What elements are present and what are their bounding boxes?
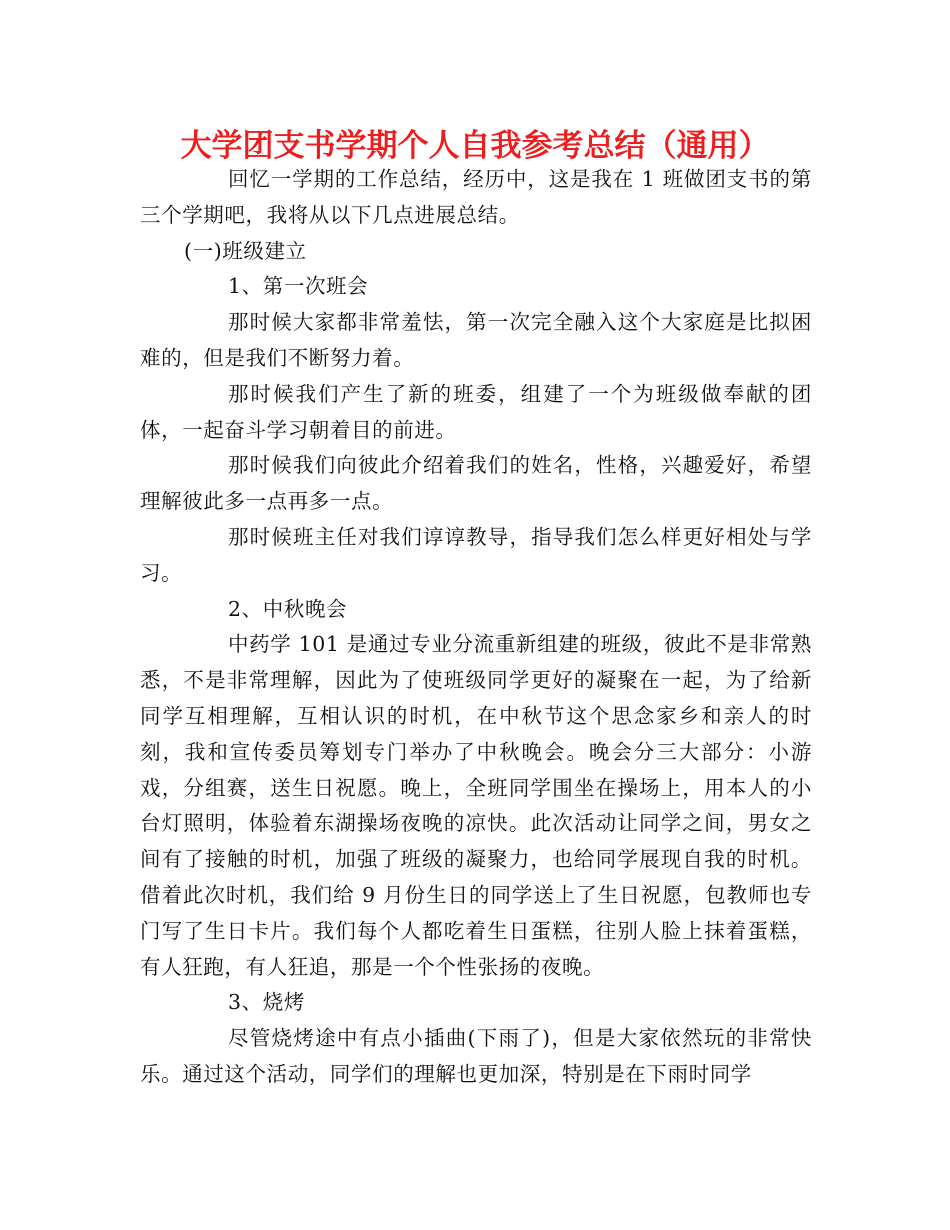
section-heading: (一)班级建立 [184, 238, 307, 263]
paragraph: 回忆一学期的工作总结，经历中，这是我在 1 班做团支书的第三个学期吧，我将从以下几点进展总结。 [140, 167, 812, 227]
paragraph: 那时候班主任对我们谆谆教导，指导我们怎么样更好相处与学习。 [140, 524, 812, 585]
document-body [140, 162, 812, 1093]
paragraph: 那时候我们向彼此介绍着我们的姓名，性格，兴趣爱好，希望理解彼此多一点再多一点。 [140, 453, 812, 514]
subsection-heading: 3、烧烤 [228, 990, 305, 1015]
document-title: 大学团支书学期个人自我参考总结（通用） [180, 128, 770, 164]
paragraph: 中药学 101 是通过专业分流重新组建的班级，彼此不是非常熟悉，不是非常理解，因此为了使班级同学更好的凝聚在一起，为了给新同学互相理解，互相认识的时机，在中秋节这个思念家乡和亲人的时刻，我和宣传委员筹划专门举办了中秋晚会。晚会分三大部分：小游戏，分组赛，送生日祝愿。晚上，全班同学围坐在操场上，用本人的小台灯照明，体验着东湖操场夜晚的凉快。此次活动让同学之间，男女之间有了接触的时机，加强了班级的凝聚力，也给同学展现自我的时机。借着此次时机，我们给 9 月份生日的同学送上了生日祝愿，包教师也专门写了生日卡片。我们每个人都吃着生日蛋糕，往别人脸上抹着蛋糕，有人狂跑，有人狂追，那是一个个性张扬的夜晚。 [140, 632, 812, 979]
subsection-heading: 1、第一次班会 [228, 274, 369, 299]
paragraph: 那时候大家都非常羞怯，第一次完全融入这个大家庭是比拟困难的，但是我们不断努力着。 [140, 310, 812, 370]
paragraph: 尽管烧烤途中有点小插曲(下雨了)，但是大家依然玩的非常快乐。通过这个活动，同学们的理解也更加深，特别是在下雨时同学 [140, 1026, 812, 1086]
paragraph: 那时候我们产生了新的班委，组建了一个为班级做奉献的团体，一起奋斗学习朝着目的前进。 [140, 381, 812, 442]
subsection-heading: 2、中秋晚会 [228, 596, 348, 621]
